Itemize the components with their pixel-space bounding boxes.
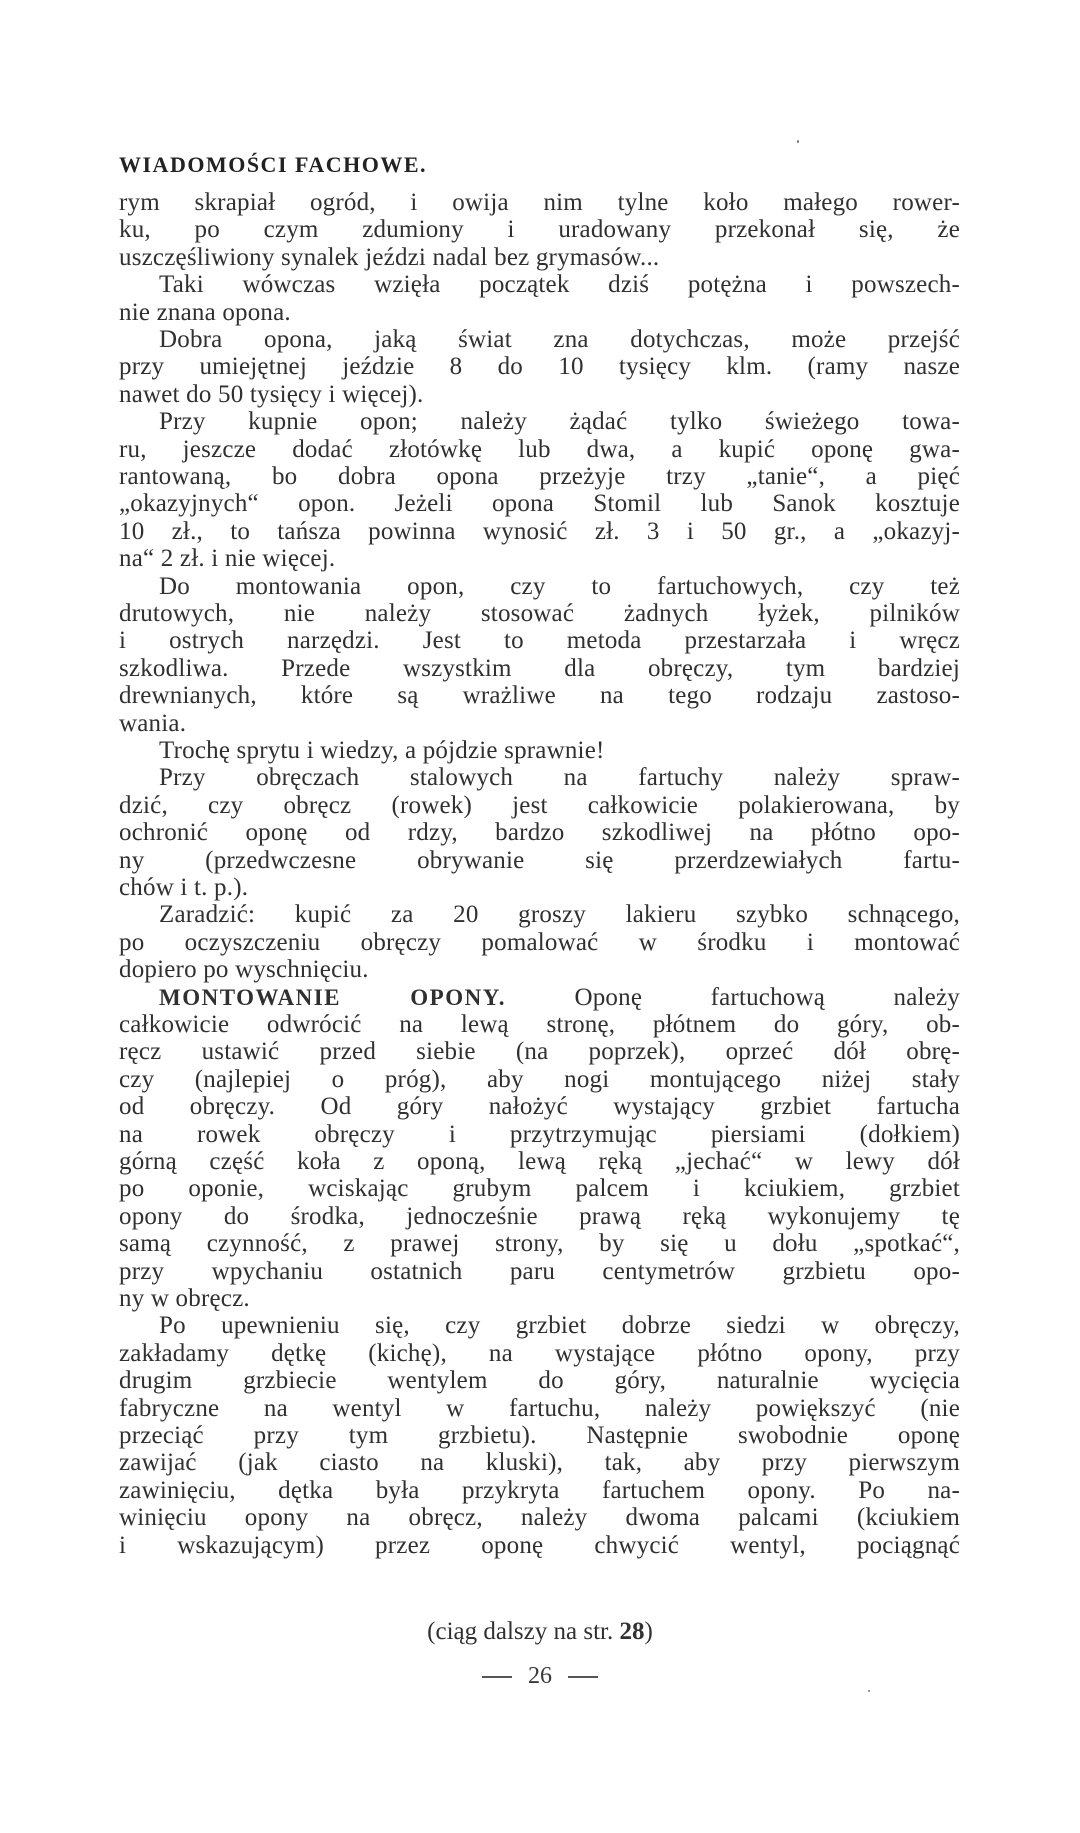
continuation-text: (ciąg dalszy na str. <box>427 1618 614 1645</box>
page-number <box>0 1663 1080 1690</box>
text-line: uszczęśliwiony synalek jeździ nadal bez grymasów... <box>119 243 660 271</box>
text-line: czy (najlepiej o próg), aby nogi montującego niżej stały <box>119 1065 960 1093</box>
text-line: drutowych, nie należy stosować żadnych łyżek, pilników <box>119 600 960 627</box>
text-line: przy umiejętnej jeździe 8 do 10 tysięcy klm. (ramy nasze <box>119 353 960 381</box>
text-line: i wskazującym) przez oponę chwycić wentyl, pociągnąć <box>119 1531 960 1559</box>
text-line: Przy kupnie opon; należy żądać tylko świeżego towa- <box>159 408 960 436</box>
text-line: dopiero po wyschnięciu. <box>119 956 369 984</box>
text-line: Do montowania opon, czy to fartuchowych, czy też <box>159 572 960 600</box>
text-line: górną część koła z oponą, lewą ręką „jechać“ w lewy dół <box>119 1148 960 1175</box>
text-line: chów i t. p.). <box>119 874 249 901</box>
text-line: Trochę sprytu i wiedzy, a pójdzie sprawnie! <box>159 737 605 764</box>
page-title: WIADOMOŚCI FACHOWE. <box>119 152 427 177</box>
text-line: ru, jeszcze dodać złotówkę lub dwa, a kupić oponę gwa- <box>119 435 960 463</box>
text-line: 10 zł., to tańsza powinna wynosić zł. 3 i 50 gr., a „okazyj- <box>119 517 960 545</box>
text-line: ku, po czym zdumiony i uradowany przekonał się, że <box>119 216 960 244</box>
text-line: szkodliwa. Przede wszystkim dla obręczy, tym bardziej <box>119 654 960 682</box>
text-line: zawijać (jak ciasto na kluski), tak, aby przy pierwszym <box>119 1449 960 1477</box>
text-line: Zaradzić: kupić za 20 groszy lakieru szybko schnącego, <box>159 901 960 929</box>
scan-speck <box>868 1690 870 1692</box>
continuation-note <box>0 1618 1080 1646</box>
text-line: Po upewnieniu się, czy grzbiet dobrze siedzi w obręczy, <box>159 1312 960 1340</box>
text-line: rym skrapiał ogród, i owija nim tylne koło małego rower- <box>119 189 960 216</box>
text-line: ochronić oponę od rdzy, bardzo szkodliwej na płótno opo- <box>119 819 960 847</box>
text-line: Taki wówczas wzięła początek dziś potężna i powszech- <box>159 271 960 299</box>
section-heading: MONTOWANIE OPONY. <box>159 984 506 1010</box>
text-line: całkowicie odwrócić na lewą stronę, płótnem do góry, ob- <box>119 1011 960 1038</box>
text-line: ny (przedwczesne obrywanie się przerdzewiałych fartu- <box>119 846 960 874</box>
text-line: nie znana opona. <box>119 298 291 326</box>
continuation-page: 28 <box>619 1618 645 1645</box>
text-line: Dobra opona, jaką świat zna dotychczas, może przejść <box>159 326 960 353</box>
text-line: zakładamy dętkę (kichę), na wystające płótno opony, przy <box>119 1339 960 1367</box>
dash-left <box>482 1676 512 1678</box>
text-line: opony do środka, jednocześnie prawą ręką wykonujemy tę <box>119 1202 960 1230</box>
text-line: po oczyszczeniu obręczy pomalować w środku i montować <box>119 928 960 956</box>
text-line: na rowek obręczy i przytrzymując piersiami (dołkiem) <box>119 1120 960 1148</box>
text-line: przeciąć przy tym grzbietu). Następnie swobodnie oponę <box>119 1422 960 1449</box>
text-line: zawinięciu, dętka była przykryta fartuchem opony. Po na- <box>119 1476 960 1504</box>
text-line: przy wpychaniu ostatnich paru centymetrów grzbietu opo- <box>119 1257 960 1285</box>
text-line: na“ 2 zł. i nie więcej. <box>119 545 336 573</box>
text-line: drewnianych, które są wrażliwe na tego rodzaju zastoso- <box>119 682 960 710</box>
text-line: drugim grzbiecie wentylem do góry, naturalnie wycięcia <box>119 1367 960 1395</box>
page-number-value: 26 <box>528 1663 552 1689</box>
text-line: dzić, czy obręcz (rowek) jest całkowicie polakierowana, by <box>119 791 960 819</box>
text-line: „okazyjnych“ opon. Jeżeli opona Stomil lub Sanok kosztuje <box>119 490 960 518</box>
text-line: nawet do 50 tysięcy i więcej). <box>119 380 424 408</box>
text-line: od obręczy. Od góry nałożyć wystający grzbiet fartucha <box>119 1093 960 1121</box>
text-line: ny w obręcz. <box>119 1285 250 1312</box>
text-line: rantowaną, bo dobra opona przeżyje trzy „tanie“, a pięć <box>119 463 960 490</box>
text-line: Przy obręczach stalowych na fartuchy należy spraw- <box>159 764 960 792</box>
text-line: wania. <box>119 709 187 737</box>
text-line: ręcz ustawić przed siebie (na poprzek), oprzeć dół obrę- <box>119 1038 960 1066</box>
text-line: samą czynność, z prawej strony, by się u dołu „spotkać“, <box>119 1230 960 1258</box>
text-line <box>159 984 960 1012</box>
dash-right <box>568 1676 598 1678</box>
continuation-close: ) <box>644 1618 653 1645</box>
text-line: winięciu opony na obręcz, należy dwoma palcami (kciukiem <box>119 1504 960 1532</box>
text-line: po oponie, wciskając grubym palcem i kciukiem, grzbiet <box>119 1175 960 1203</box>
text-line-content: Oponę fartuchową należy <box>574 983 960 1011</box>
text-line: i ostrych narzędzi. Jest to metoda przestarzała i wręcz <box>119 627 960 655</box>
text-line: fabryczne na wentyl w fartuchu, należy powiększyć (nie <box>119 1394 960 1422</box>
scan-speck <box>797 140 799 143</box>
